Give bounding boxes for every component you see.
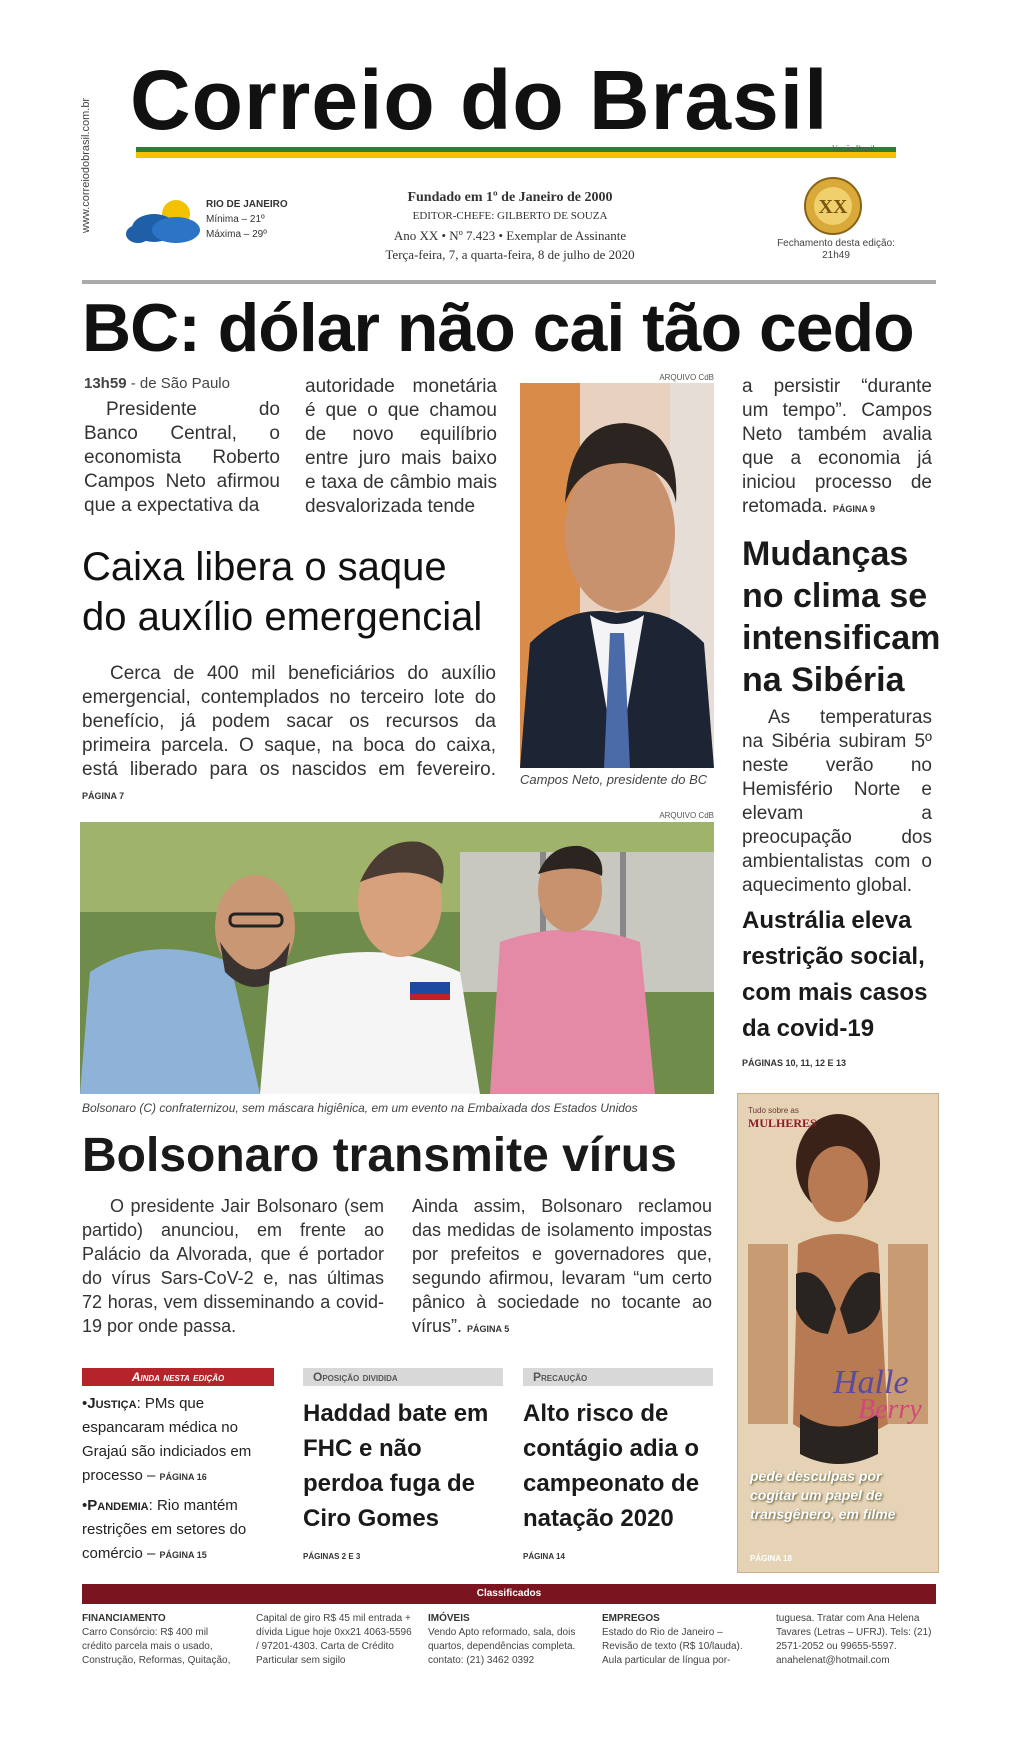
- also-item1-text: : PMs que espancaram médica no Grajaú são indiciados em processo –: [82, 1395, 252, 1484]
- ad-ref: PÁGINA 18: [750, 1554, 792, 1563]
- also-item2-label: Pandemia: [87, 1497, 149, 1514]
- issue-line: Ano XX • Nº 7.423 • Exemplar de Assinante: [393, 228, 627, 243]
- caixa-body-text: Cerca de 400 mil beneficiários do auxílio emergencial, contemplados no terceiro lote do benefício, já podem sacar os recursos da primeira parcela. O saque, na boca do caixa, está liberado para os nascidos em fevereiro.: [82, 663, 496, 780]
- siberia-body: As temperaturas na Sibéria subiram 5º neste verão no Hemisfério Norte e elevam a preocupação dos ambientalistas com o aquecimento global.: [742, 707, 932, 896]
- classified-c2-text: Capital de giro R$ 45 mil entrada + dívida Ligue hoje 0xx21 4063-5596 / 97201-4303. Carta de Crédito Particular sem sigilo: [256, 1613, 412, 1666]
- caixa-body: [82, 662, 496, 808]
- lead-col3: [742, 375, 932, 521]
- classified-empregos[interactable]: [602, 1612, 760, 1668]
- bullet-dot: •: [82, 1395, 88, 1412]
- bolsonaro-photo-caption: Bolsonaro (C) confraternizou, sem máscara higiênica, em um evento na Embaixada dos Estados Unidos: [82, 1101, 638, 1115]
- founded-line: Fundado em 1º de Janeiro de 2000: [407, 190, 613, 205]
- lead-time: 13h59: [84, 375, 127, 392]
- classified-c1-head: FINANCIAMENTO: [82, 1613, 166, 1624]
- halle-berry-ad[interactable]: [737, 1093, 939, 1573]
- caixa-headline: Caixa libera o saque do auxílio emergencial: [82, 545, 483, 639]
- lead-photo-caption: Campos Neto, presidente do BC: [520, 772, 708, 787]
- oposicao-tag: Oposição dividida: [303, 1368, 503, 1386]
- also-item1-label: Justiça: [87, 1395, 137, 1412]
- closing-time: Fechamento desta edição: 21h49: [777, 238, 895, 261]
- ad-name1: Halle: [833, 1364, 909, 1401]
- oposicao-ref: PÁGINAS 2 E 3: [303, 1552, 361, 1561]
- oposicao-headline[interactable]: Haddad bate em FHC e não perdoa fuga de Ciro Gomes: [303, 1400, 489, 1532]
- date-line: Terça-feira, 7, a quarta-feira, 8 de julho de 2020: [385, 247, 635, 262]
- precaucao-tag: Precaução: [523, 1368, 713, 1386]
- australia-ref: PÁGINAS 10, 11, 12 E 13: [742, 1058, 847, 1068]
- also-item2-ref: PÁGINA 15: [159, 1550, 207, 1560]
- campos-neto-photo: [520, 383, 714, 768]
- classified-empregos-cont[interactable]: [776, 1612, 936, 1668]
- also-tag: Ainda nesta edição: [82, 1368, 274, 1386]
- australia-headline: Austrália eleva restrição social, com mais casos da covid-19: [742, 907, 928, 1042]
- badge-text: XX: [818, 196, 848, 218]
- also-item1-ref: PÁGINA 16: [159, 1472, 207, 1482]
- classified-c3-head: IMÓVEIS: [428, 1613, 470, 1624]
- classified-financiamento[interactable]: [82, 1612, 240, 1668]
- edition-tag: Versão Brasil: [832, 144, 875, 153]
- top-rule: [82, 280, 936, 284]
- founding-info: [330, 188, 690, 264]
- bolsonaro-col2: [412, 1194, 712, 1341]
- bolsonaro-col2-text: Ainda assim, Bolsonaro reclamou das medidas de isolamento impostas por prefeitos e governadores que, segundo afirmou, levaram “um certo pânico à sociedade no tocante ao vírus”.: [412, 1196, 712, 1336]
- lead-col3-ref: PÁGINA 9: [832, 504, 876, 514]
- classifieds-bar: Classificados: [82, 1584, 936, 1604]
- lead-col3-text: a persistir “durante um tempo”. Campos Neto também avalia que a economia já iniciou processo de retomada.: [742, 376, 932, 517]
- classified-imoveis[interactable]: [428, 1612, 586, 1668]
- editor-line: EDITOR-CHEFE: GILBERTO DE SOUZA: [412, 210, 608, 222]
- anniversary-badge-icon: [803, 176, 863, 236]
- masthead-title: Correio do Brasil: [130, 53, 829, 147]
- precaucao-headline[interactable]: Alto risco de contágio adia o campeonato de natação 2020: [523, 1400, 700, 1532]
- lead-headline: BC: dólar não cai tão cedo: [82, 290, 914, 366]
- bolsonaro-photo-credit: ARQUIVO CdB: [659, 811, 714, 820]
- ad-top-small: Tudo sobre as: [748, 1106, 799, 1115]
- lead-place: - de São Paulo: [130, 375, 230, 392]
- also-item2-text: : Rio mantém restrições em setores do comércio –: [82, 1497, 247, 1562]
- also-item-justica[interactable]: [82, 1392, 278, 1489]
- bolsonaro-event-photo: [80, 822, 714, 1094]
- ad-name2: Berry: [858, 1394, 922, 1425]
- side-url: www.correiodobrasil.com.br: [80, 97, 92, 233]
- weather-info: [206, 197, 288, 242]
- weather-city: RIO DE JANEIRO: [206, 199, 288, 210]
- bolsonaro-col1: O presidente Jair Bolsonaro (sem partido) anunciou, em frente ao Palácio da Alvorada, que é portador do vírus Sars-CoV-2 e, nas últimas 72 horas, vem disseminando a covid-19 por onde passa.: [82, 1196, 384, 1336]
- also-item-pandemia[interactable]: [82, 1494, 278, 1567]
- siberia-headline: Mudanças no clima se intensificam na Sibéria: [742, 535, 941, 699]
- classified-c1-text: Carro Consórcio: R$ 400 mil crédito parcela mais o usado, Construção, Reformas, Quitação,: [82, 1627, 231, 1666]
- classified-c4-text: Estado do Rio de Janeiro – Revisão de texto (R$ 10/lauda). Aula particular de língua por-: [602, 1627, 743, 1666]
- ad-text: pede desculpas por cogitar um papel de transgênero, em filme: [750, 1468, 896, 1522]
- classified-c5-text: tuguesa. Tratar com Ana Helena Tavares (Letras – UFRJ). Tels: (21) 2571-2052 ou 99655-5597. anahelenat@hotmail.com: [776, 1613, 932, 1666]
- caixa-ref: PÁGINA 7: [82, 791, 125, 801]
- classified-c4-head: EMPREGOS: [602, 1613, 660, 1624]
- flag-stripe-yellow: [136, 152, 896, 158]
- classified-c3-text: Vendo Apto reformado, sala, dois quartos, dependências completa. contato: (21) 3462 0392: [428, 1627, 576, 1666]
- precaucao-ref: PÁGINA 14: [523, 1552, 565, 1561]
- ad-brand: MULHERES: [748, 1116, 817, 1130]
- bolsonaro-ref: PÁGINA 5: [467, 1324, 510, 1334]
- bullet-dot: •: [82, 1497, 88, 1514]
- lead-col2: autoridade monetária é que o que chamou de novo equilíbrio entre juro mais baixo e taxa de câmbio mais desvalorizada tende: [305, 376, 497, 517]
- weather-cloud-icon: [124, 196, 210, 246]
- classified-capital[interactable]: [256, 1612, 414, 1668]
- weather-max: Máxima – 29º: [206, 229, 267, 240]
- bolsonaro-headline: Bolsonaro transmite vírus: [82, 1129, 677, 1182]
- weather-min: Mínima – 21º: [206, 214, 265, 225]
- lead-dateline: [84, 375, 280, 392]
- lead-col1: Presidente do Banco Central, o economista Roberto Campos Neto afirmou que a expectativa da: [84, 399, 280, 516]
- lead-photo-credit: ARQUIVO CdB: [659, 373, 714, 382]
